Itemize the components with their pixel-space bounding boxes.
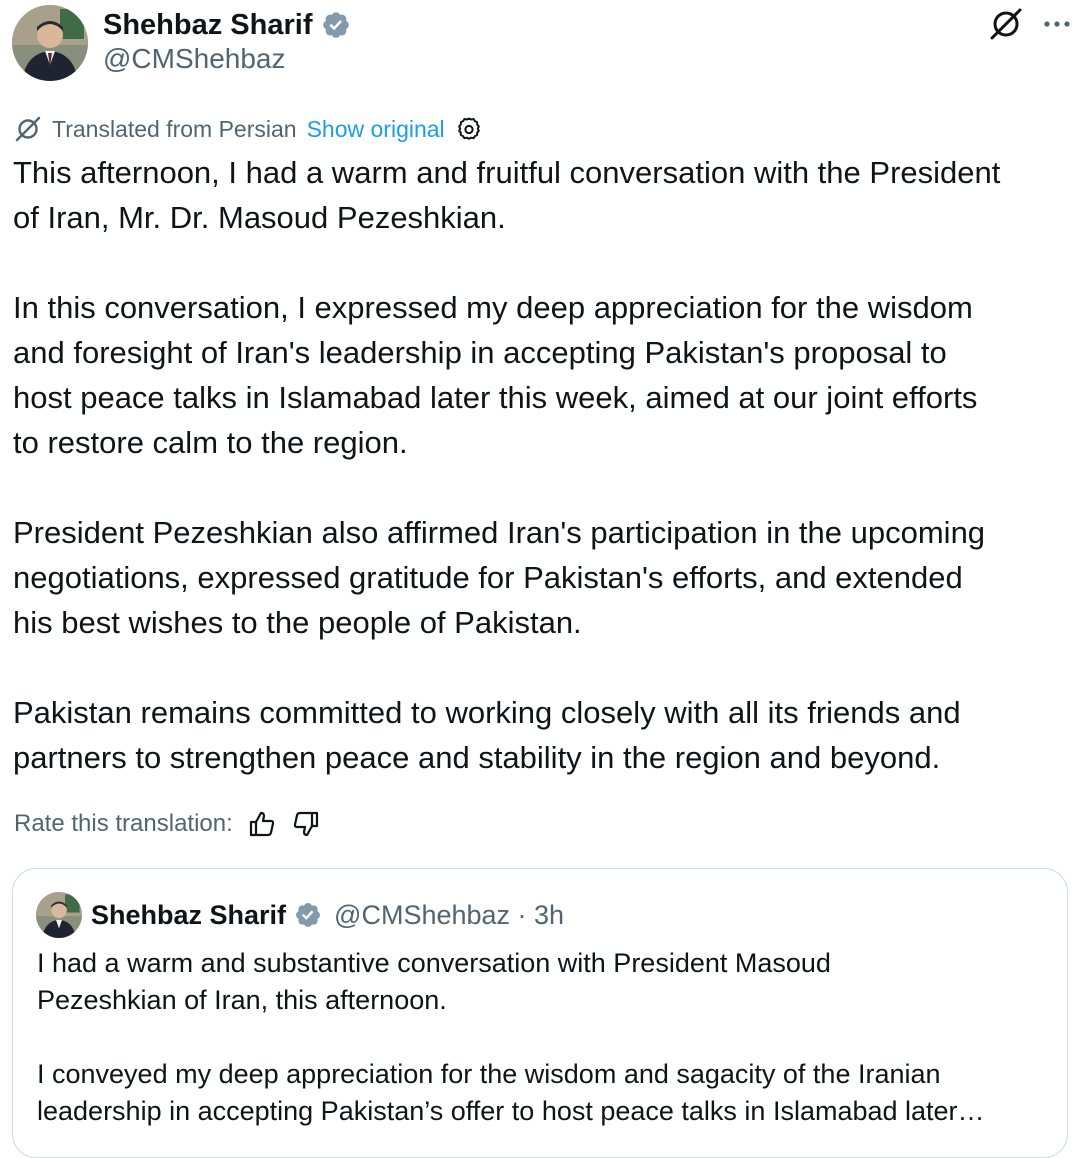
- author-display-name[interactable]: Shehbaz Sharif: [103, 8, 313, 41]
- tweet-paragraph: President Pezeshkian also affirmed Iran's participation in the upcoming negotiations, expressed gratitude for Pakistan's efforts, and extended his best wishes to the people of Pakistan.: [13, 515, 986, 640]
- quoted-author-name[interactable]: Shehbaz Sharif: [91, 899, 287, 930]
- show-original-link[interactable]: Show original: [306, 115, 445, 142]
- more-options-icon[interactable]: [1042, 9, 1072, 39]
- translated-from-label: Translated from Persian: [52, 115, 297, 142]
- author-name-row: [103, 5, 351, 45]
- author-avatar[interactable]: [12, 5, 88, 81]
- translation-bar: [14, 113, 483, 145]
- rate-translation: [14, 806, 321, 842]
- quoted-tweet-header: [91, 895, 564, 935]
- header-actions: [988, 6, 1072, 42]
- verified-badge-icon[interactable]: [294, 901, 322, 929]
- tweet-paragraph: In this conversation, I expressed my deep appreciation for the wisdom and foresight of Iran's leadership in accepting Pakistan's proposal to host peace talks in Islamabad later this week, aimed at our joint efforts to restore calm to the region.: [13, 290, 978, 460]
- grok-icon[interactable]: [988, 6, 1024, 42]
- quoted-handle-time: @CMShehbaz · 3h: [334, 899, 565, 930]
- gear-icon[interactable]: [455, 115, 483, 143]
- rate-translation-label: Rate this translation:: [14, 810, 233, 837]
- verified-badge-icon[interactable]: [321, 10, 351, 40]
- quoted-author-avatar[interactable]: [36, 892, 82, 938]
- quoted-tweet-text: [37, 945, 1047, 1130]
- quoted-paragraph: I had a warm and substantive conversation with President Masoud Pezeshkian of Iran, this afternoon.: [37, 948, 831, 1015]
- quoted-paragraph: I conveyed my deep appreciation for the wisdom and sagacity of the Iranian leadership in accepting Pakistan’s offer to host peace talks in Islamabad later…: [37, 1059, 985, 1126]
- quoted-tweet-card[interactable]: [12, 868, 1068, 1158]
- thumbs-down-icon[interactable]: [291, 809, 321, 839]
- tweet-paragraph: This afternoon, I had a warm and fruitful conversation with the President of Iran, Mr. Dr. Masoud Pezeshkian.: [13, 155, 1001, 235]
- tweet-text: [13, 150, 1075, 780]
- author-handle[interactable]: @CMShehbaz: [103, 43, 286, 74]
- grok-translate-icon: [14, 115, 42, 143]
- thumbs-up-icon[interactable]: [247, 809, 277, 839]
- tweet-paragraph: Pakistan remains committed to working closely with all its friends and partners to strengthen peace and stability in the region and beyond.: [13, 695, 961, 775]
